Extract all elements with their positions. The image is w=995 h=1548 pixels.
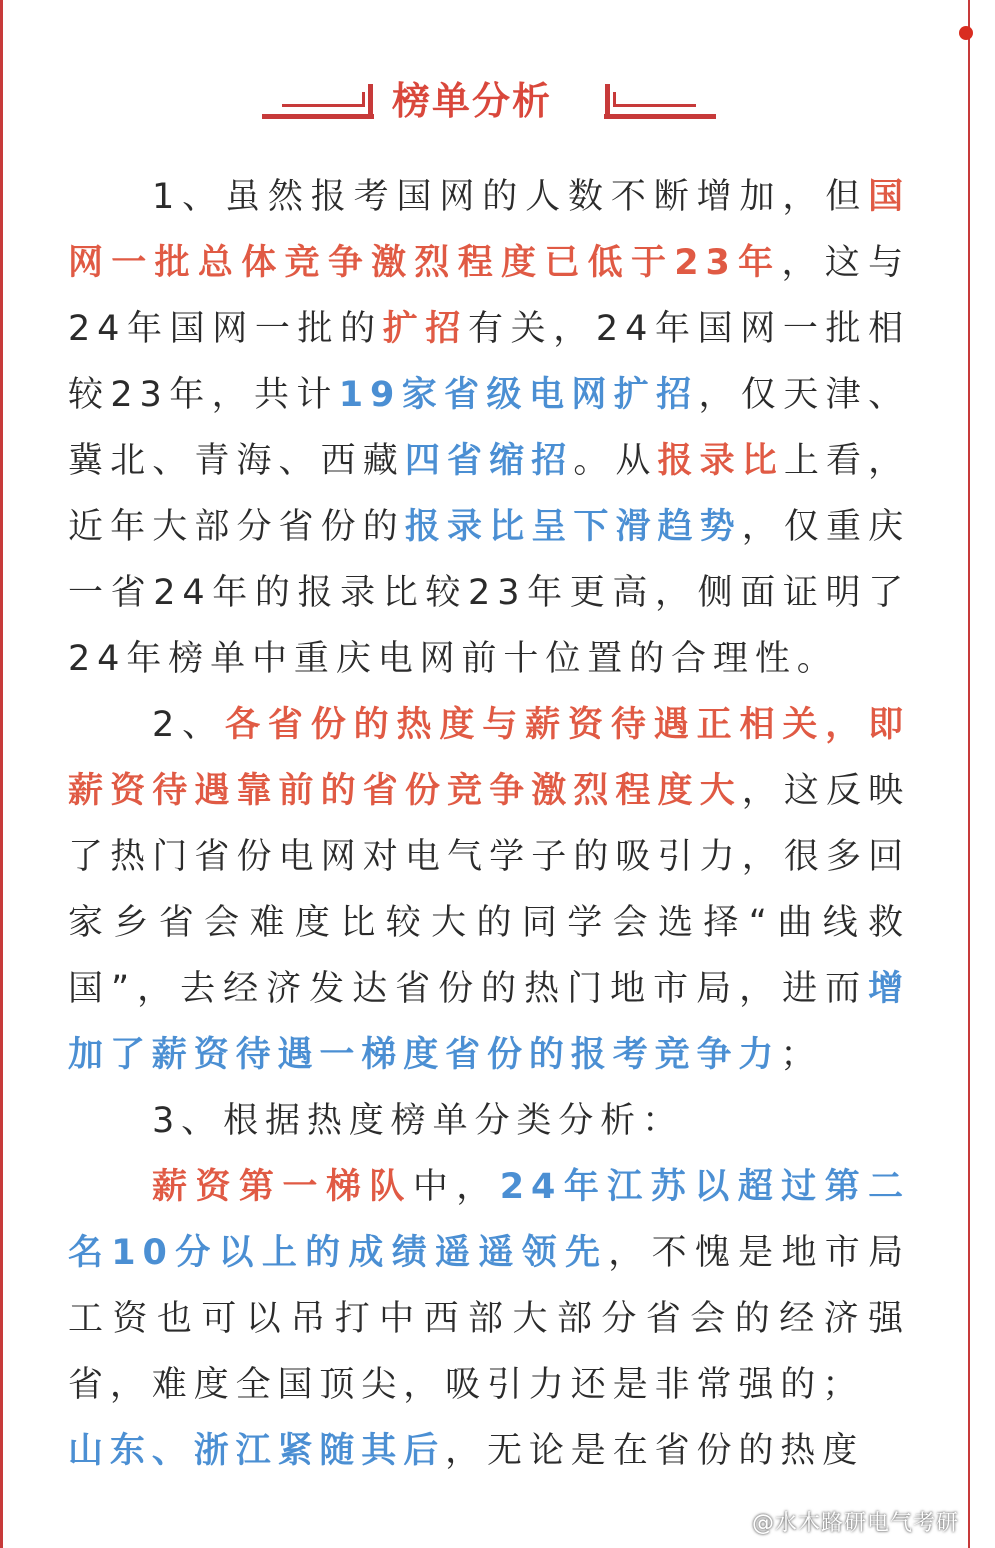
text-segment: ，不愧是地市局工资也可以吊打中西部大部分省会的经济强省，难度全国顶尖，吸引力还是非常强的； bbox=[68, 1233, 910, 1405]
highlight-red: 报录比 bbox=[657, 441, 784, 481]
text-segment: 2、 bbox=[152, 705, 226, 745]
frame-line-left bbox=[0, 0, 3, 1548]
highlight-red: 薪资第一梯队 bbox=[152, 1167, 413, 1207]
watermark: @水木路研电气考研 bbox=[752, 1511, 960, 1536]
highlight-blue: 报录比呈下滑趋势 bbox=[404, 507, 742, 547]
paragraph-1 bbox=[68, 164, 910, 692]
title-decoration-right-icon bbox=[604, 78, 716, 122]
paragraph-2 bbox=[68, 692, 910, 1088]
text-segment: ，仅天津、冀北、青海、西藏 bbox=[68, 375, 910, 481]
corner-dot bbox=[959, 26, 973, 40]
paragraph-5 bbox=[68, 1418, 910, 1484]
highlight-blue: 四省缩招 bbox=[404, 441, 574, 481]
article-body bbox=[68, 164, 910, 1484]
highlight-blue: 19家省级电网扩招 bbox=[338, 375, 699, 415]
highlight-blue: 增加了薪资待遇一梯度省份的报考竞争力 bbox=[68, 969, 910, 1075]
section-header bbox=[0, 64, 970, 134]
text-segment: 。从 bbox=[573, 441, 658, 481]
text-segment: 上看，近年大部分省份的 bbox=[68, 441, 910, 547]
text-segment: 1、虽然报考国网的人数不断增加，但 bbox=[152, 177, 869, 217]
page-title: 榜单分析 bbox=[392, 79, 553, 123]
text-segment: 中， bbox=[412, 1167, 500, 1207]
highlight-red: 各省份的热度与薪资待遇正相关，即薪资待遇靠前的省份竞争激烈程度大 bbox=[68, 705, 910, 811]
text-segment: ，无论是在省份的热度 bbox=[445, 1431, 865, 1471]
highlight-red: 国网一批总体竞争激烈程度已低于23年 bbox=[68, 177, 910, 283]
paragraph-3 bbox=[68, 1088, 910, 1154]
frame-line-right bbox=[968, 0, 970, 1548]
paragraph-4 bbox=[68, 1154, 910, 1418]
text-segment: ，仅重庆一省24年的报录比较23年更高，侧面证明了24年榜单中重庆电网前十位置的合理性。 bbox=[68, 507, 911, 679]
text-segment: ； bbox=[780, 1035, 823, 1075]
highlight-blue: 山东、浙江紧随其后 bbox=[68, 1431, 446, 1471]
text-segment: ，这与24年国网一批的 bbox=[68, 243, 910, 349]
highlight-red: 扩招 bbox=[382, 309, 469, 349]
text-segment: 有关，24年国网一批相较23年，共计 bbox=[68, 309, 910, 415]
highlight-blue: 24年江苏以超过第二名10分以上的成绩遥遥领先 bbox=[68, 1167, 910, 1273]
text-segment: ，这反映了热门省份电网对电气学子的吸引力，很多回家乡省会难度比较大的同学会选择“曲线救国”，去经济发达省份的热门地市局，进而 bbox=[68, 771, 910, 1009]
title-decoration-left-icon bbox=[262, 78, 374, 122]
text-segment: 3、根据热度榜单分类分析： bbox=[152, 1101, 684, 1141]
